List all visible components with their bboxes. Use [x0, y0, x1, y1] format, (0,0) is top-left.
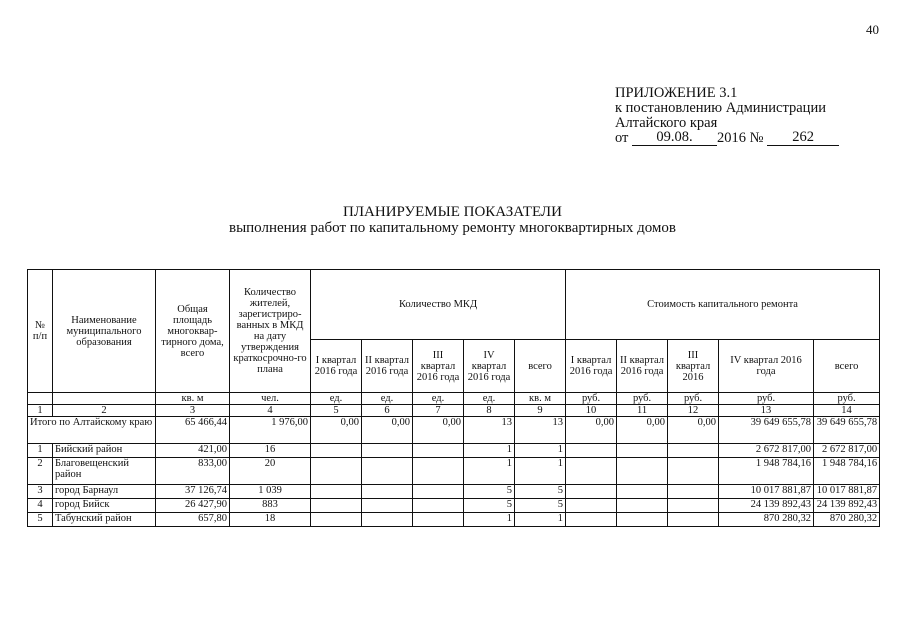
- indicators-table: [27, 269, 880, 527]
- row-mkd-all: 1: [515, 458, 566, 485]
- total-cost-q1: 0,00: [566, 417, 617, 444]
- row-cost-q2: [617, 485, 668, 499]
- date-value: 09.08.: [632, 130, 717, 146]
- row-area: 657,80: [156, 513, 230, 527]
- total-mkd-q1: 0,00: [311, 417, 362, 444]
- row-num: 3: [28, 485, 53, 499]
- header-cost-q2: II квартал 2016 года: [617, 340, 668, 393]
- row-mkd-all: 5: [515, 499, 566, 513]
- header-area: Общая площадь многоквар-тирного дома, всего: [156, 270, 230, 393]
- row-mkd-q3: [413, 499, 464, 513]
- row-mkd-q4: 1: [464, 444, 515, 458]
- total-cost-q4: 39 649 655,78: [719, 417, 814, 444]
- row-cost-q1: [566, 513, 617, 527]
- header-mkd-group: Количество МКД: [311, 270, 566, 340]
- row-cost-q4: 870 280,32: [719, 513, 814, 527]
- row-num: 5: [28, 513, 53, 527]
- row-area: 26 427,90: [156, 499, 230, 513]
- row-cost-q4: 2 672 817,00: [719, 444, 814, 458]
- appendix-title: ПРИЛОЖЕНИЕ 3.1: [615, 85, 738, 101]
- row-mkd-q1: [311, 485, 362, 499]
- unit-cell: ед.: [362, 393, 413, 405]
- table-row: [28, 458, 880, 485]
- unit-cell: кв. м: [515, 393, 566, 405]
- unit-cell: руб.: [668, 393, 719, 405]
- appendix-block: [615, 86, 839, 147]
- index-cell: 5: [311, 405, 362, 417]
- appendix-decree: к постановлению Администрации: [615, 100, 826, 116]
- index-cell: 13: [719, 405, 814, 417]
- index-cell: 7: [413, 405, 464, 417]
- row-residents: 883: [230, 499, 311, 513]
- table-row: [28, 485, 880, 499]
- document-title: [0, 204, 905, 236]
- header-residents: Количество жителей, зарегистриро-ванных в МКД на дату утверждения краткосрочно-го плана: [230, 270, 311, 393]
- row-name: Благовещенский район: [53, 458, 156, 485]
- total-cost-all: 39 649 655,78: [814, 417, 880, 444]
- row-mkd-all: 1: [515, 513, 566, 527]
- row-mkd-all: 1: [515, 444, 566, 458]
- index-cell: 2: [53, 405, 156, 417]
- row-residents: 16: [230, 444, 311, 458]
- total-label: Итого по Алтайскому краю: [28, 417, 156, 444]
- row-cost-all: 870 280,32: [814, 513, 880, 527]
- row-name: Табунский район: [53, 513, 156, 527]
- row-num: 2: [28, 458, 53, 485]
- date-prefix: от: [615, 130, 629, 146]
- row-area: 37 126,74: [156, 485, 230, 499]
- row-cost-q2: [617, 444, 668, 458]
- row-cost-q2: [617, 499, 668, 513]
- unit-cell: чел.: [230, 393, 311, 405]
- appendix-region: Алтайского края: [615, 115, 718, 131]
- row-cost-q3: [668, 485, 719, 499]
- index-cell: 4: [230, 405, 311, 417]
- row-mkd-q1: [311, 444, 362, 458]
- row-mkd-q3: [413, 485, 464, 499]
- unit-cell: руб.: [719, 393, 814, 405]
- index-cell: 3: [156, 405, 230, 417]
- index-cell: 12: [668, 405, 719, 417]
- index-cell: 11: [617, 405, 668, 417]
- row-cost-q1: [566, 458, 617, 485]
- header-cost-q1: I квартал 2016 года: [566, 340, 617, 393]
- index-cell: 6: [362, 405, 413, 417]
- row-name: город Бийск: [53, 499, 156, 513]
- row-cost-q4: 1 948 784,16: [719, 458, 814, 485]
- total-mkd-q4: 13: [464, 417, 515, 444]
- row-area: 421,00: [156, 444, 230, 458]
- header-cost-total: всего: [814, 340, 880, 393]
- unit-cell: кв. м: [156, 393, 230, 405]
- total-mkd-q2: 0,00: [362, 417, 413, 444]
- row-cost-q4: 10 017 881,87: [719, 485, 814, 499]
- row-mkd-q3: [413, 444, 464, 458]
- row-cost-q1: [566, 499, 617, 513]
- index-cell: 1: [28, 405, 53, 417]
- date-year: 2016 №: [717, 130, 764, 146]
- header-name: Наименование муниципального образования: [53, 270, 156, 393]
- table-row: [28, 444, 880, 458]
- row-mkd-all: 5: [515, 485, 566, 499]
- row-name: Бийский район: [53, 444, 156, 458]
- header-mkd-q3: III квартал 2016 года: [413, 340, 464, 393]
- page-number: 40: [866, 22, 879, 37]
- unit-cell: руб.: [814, 393, 880, 405]
- row-cost-all: 1 948 784,16: [814, 458, 880, 485]
- index-cell: 10: [566, 405, 617, 417]
- row-mkd-q4: 1: [464, 458, 515, 485]
- row-residents: 18: [230, 513, 311, 527]
- title-main: ПЛАНИРУЕМЫЕ ПОКАЗАТЕЛИ: [343, 204, 562, 220]
- row-num: 1: [28, 444, 53, 458]
- row-mkd-q4: 5: [464, 499, 515, 513]
- row-num: 4: [28, 499, 53, 513]
- units-row: [28, 393, 880, 405]
- total-residents: 1 976,00: [230, 417, 311, 444]
- index-cell: 8: [464, 405, 515, 417]
- unit-cell: ед.: [413, 393, 464, 405]
- header-cost-group: Стоимость капитального ремонта: [566, 270, 880, 340]
- row-cost-q1: [566, 485, 617, 499]
- row-mkd-q2: [362, 458, 413, 485]
- header-mkd-q4: IV квартал 2016 года: [464, 340, 515, 393]
- title-sub: выполнения работ по капитальному ремонту многоквартирных домов: [228, 220, 677, 236]
- row-mkd-q1: [311, 513, 362, 527]
- header-cost-q3: III квартал 2016: [668, 340, 719, 393]
- table-row: [28, 499, 880, 513]
- row-mkd-q2: [362, 499, 413, 513]
- decree-number: 262: [767, 130, 839, 146]
- header-num: № п/п: [28, 270, 53, 393]
- unit-cell: [28, 393, 53, 405]
- total-mkd-all: 13: [515, 417, 566, 444]
- unit-cell: руб.: [566, 393, 617, 405]
- row-cost-all: 2 672 817,00: [814, 444, 880, 458]
- appendix-date-line: [615, 131, 839, 147]
- row-mkd-q1: [311, 499, 362, 513]
- header-mkd-total: всего: [515, 340, 566, 393]
- row-mkd-q3: [413, 458, 464, 485]
- row-mkd-q2: [362, 485, 413, 499]
- row-mkd-q4: 5: [464, 485, 515, 499]
- row-cost-q4: 24 139 892,43: [719, 499, 814, 513]
- unit-cell: ед.: [311, 393, 362, 405]
- row-cost-q3: [668, 444, 719, 458]
- row-residents: 1 039: [230, 485, 311, 499]
- row-mkd-q2: [362, 513, 413, 527]
- row-cost-all: 24 139 892,43: [814, 499, 880, 513]
- total-cost-q2: 0,00: [617, 417, 668, 444]
- row-cost-q1: [566, 444, 617, 458]
- row-residents: 20: [230, 458, 311, 485]
- header-cost-q4: IV квартал 2016 года: [719, 340, 814, 393]
- unit-cell: [53, 393, 156, 405]
- header-mkd-q2: II квартал 2016 года: [362, 340, 413, 393]
- row-mkd-q2: [362, 444, 413, 458]
- row-cost-q3: [668, 499, 719, 513]
- row-cost-q2: [617, 513, 668, 527]
- index-cell: 14: [814, 405, 880, 417]
- row-mkd-q4: 1: [464, 513, 515, 527]
- row-name: город Барнаул: [53, 485, 156, 499]
- row-cost-q3: [668, 513, 719, 527]
- header-mkd-q1: I квартал 2016 года: [311, 340, 362, 393]
- row-area: 833,00: [156, 458, 230, 485]
- total-area: 65 466,44: [156, 417, 230, 444]
- unit-cell: руб.: [617, 393, 668, 405]
- table-row: [28, 513, 880, 527]
- row-cost-all: 10 017 881,87: [814, 485, 880, 499]
- total-mkd-q3: 0,00: [413, 417, 464, 444]
- row-cost-q2: [617, 458, 668, 485]
- unit-cell: ед.: [464, 393, 515, 405]
- row-mkd-q3: [413, 513, 464, 527]
- total-row: [28, 417, 880, 444]
- total-cost-q3: 0,00: [668, 417, 719, 444]
- index-cell: 9: [515, 405, 566, 417]
- row-mkd-q1: [311, 458, 362, 485]
- row-cost-q3: [668, 458, 719, 485]
- index-row: [28, 405, 880, 417]
